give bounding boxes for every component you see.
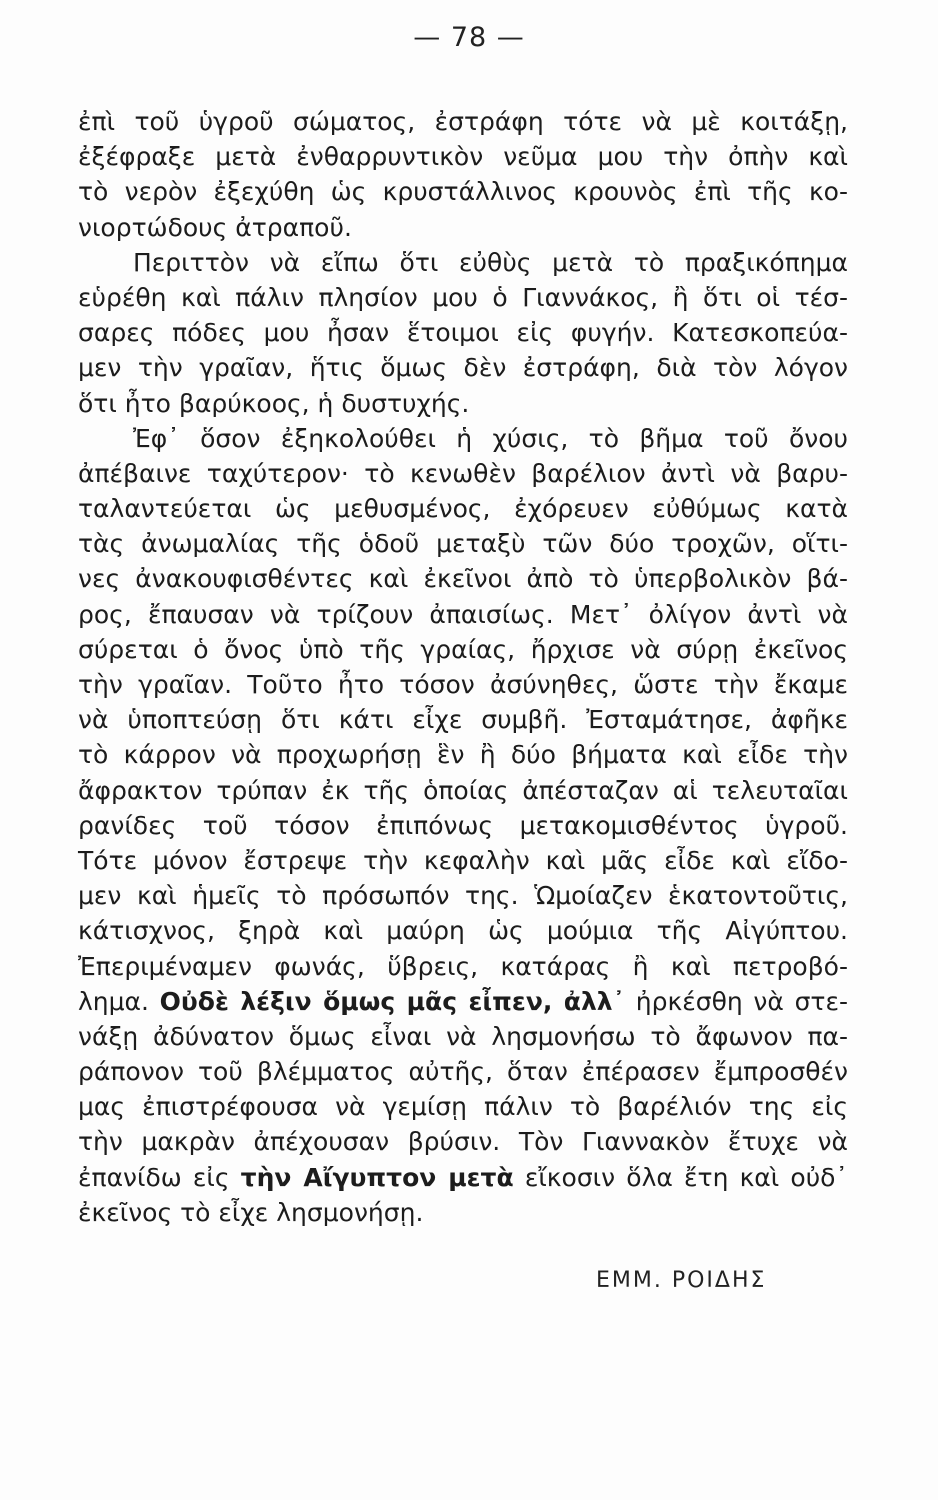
text-line: τὸ νερὸν ἐξεχύθη ὡς κρυστάλλινος κρουνὸς ἐπὶ τῆς κο- [78, 177, 848, 207]
text-line: κάτισχνος, ξηρὰ καὶ μαύρη ὡς μούμια τῆς Αἰγύπτου. [78, 916, 848, 946]
text-line: ράπονον τοῦ βλέμματος αὐτῆς, ὅταν ἐπέρασεν ἔμπροσθέν [78, 1057, 848, 1087]
page-number: — 78 — [413, 22, 525, 53]
text-line: νιορτώδους ἀτραποῦ. [78, 212, 352, 242]
text-line: σαρες πόδες μου ἦσαν ἕτοιμοι εἰς φυγήν. Κατεσκοπεύα- [78, 318, 848, 348]
body-text [78, 104, 848, 1230]
text-line: Ἐφ᾿ ὅσον ἐξηκολούθει ἡ χύσις, τὸ βῆμα τοῦ ὄνου [133, 423, 848, 453]
text-line: μεν τὴν γραῖαν, ἥτις ὅμως δὲν ἐστράφη, διὰ τὸν λόγον [78, 353, 848, 383]
text-line: ἐκεῖνος τὸ εἶχε λησμονήσῃ. [78, 1197, 424, 1227]
text-line: ὅτι ἦτο βαρύκοος, ἡ δυστυχής. [78, 388, 470, 418]
text-line: Περιττὸν νὰ εἴπω ὅτι εὐθὺς μετὰ τὸ πραξικόπημα [133, 247, 848, 277]
text-line: τὰς ἀνωμαλίας τῆς ὁδοῦ μεταξὺ τῶν δύο τροχῶν, οἵτι- [78, 529, 848, 559]
text-line: τὸ κάρρον νὰ προχωρήσῃ ἓν ἢ δύο βήματα καὶ εἶδε τὴν [78, 740, 848, 770]
text-line: ρανίδες τοῦ τόσον ἐπιπόνως μετακομισθέντος ὑγροῦ. [78, 810, 848, 840]
text-line: εὑρέθη καὶ πάλιν πλησίον μου ὁ Γιαννάκος, ἢ ὅτι οἱ τέσ- [78, 282, 848, 312]
text-line: μας ἐπιστρέφουσα νὰ γεμίσῃ πάλιν τὸ βαρέλιόν της εἰς [78, 1092, 848, 1122]
text-line: τὴν γραῖαν. Τοῦτο ἦτο τόσον ἀσύνηθες, ὥστε τὴν ἔκαμε [78, 670, 848, 699]
text-line: μεν καὶ ἡμεῖς τὸ πρόσωπόν της. Ὡμοίαζεν ἑκατοντοῦτις, [78, 881, 848, 911]
author-signature: ΕΜΜ. ΡΟΙΔΗΣ [596, 1268, 767, 1293]
text-line: ἀπέβαινε ταχύτερον· τὸ κενωθὲν βαρέλιον ἀντὶ νὰ βαρυ- [78, 458, 848, 488]
text-line: Ἐπεριμέναμεν φωνάς, ὕβρεις, κατάρας ἢ καὶ πετροβό- [78, 951, 848, 981]
text-line: ἄφρακτον τρύπαν ἐκ τῆς ὁποίας ἀπέσταζαν αἱ τελευταῖαι [78, 775, 848, 805]
text-line: ἐπανίδω εἰς τὴν Αἴγυπτον μετὰ εἴκοσιν ὅλα ἔτη καὶ οὐδ᾿ [78, 1162, 848, 1192]
text-line: νάξῃ ἀδύνατον ὅμως εἶναι νὰ λησμονήσω τὸ ἄφωνον πα- [78, 1021, 848, 1051]
text-line: ρος, ἔπαυσαν νὰ τρίζουν ἀπαισίως. Μετ᾿ ὀλίγον ἀντὶ νὰ [78, 599, 848, 629]
text-line: ταλαντεύεται ὡς μεθυσμένος, ἐχόρευεν εὐθύμως κατὰ [78, 494, 848, 524]
text-line: νες ἀνακουφισθέντες καὶ ἐκεῖνοι ἀπὸ τὸ ὑπερβολικὸν βά- [78, 564, 848, 594]
text-line: ἐξέφραξε μετὰ ἐνθαρρυντικὸν νεῦμα μου τὴν ὀπὴν καὶ [78, 142, 848, 172]
text-line: τὴν μακρὰν ἀπέχουσαν βρύσιν. Τὸν Γιαννακὸν ἔτυχε νὰ [78, 1127, 848, 1157]
text-line: σύρεται ὁ ὄνος ὑπὸ τῆς γραίας, ἤρχισε νὰ σύρῃ ἐκεῖνος [78, 634, 848, 664]
text-line: ἐπὶ τοῦ ὑγροῦ σώματος, ἐστράφη τότε νὰ μὲ κοιτάξῃ, [78, 107, 848, 136]
text-line: νὰ ὑποπτεύσῃ ὅτι κάτι εἶχε συμβῆ. Ἐσταμάτησε, ἀφῆκε [78, 705, 848, 735]
text-line: λημα. Οὐδὲ λέξιν ὅμως μᾶς εἶπεν, ἀλλ᾿ ἠρκέσθη νὰ στε- [78, 986, 848, 1016]
text-line: Τότε μόνον ἔστρεψε τὴν κεφαλὴν καὶ μᾶς εἶδε καὶ εἴδο- [78, 845, 848, 875]
